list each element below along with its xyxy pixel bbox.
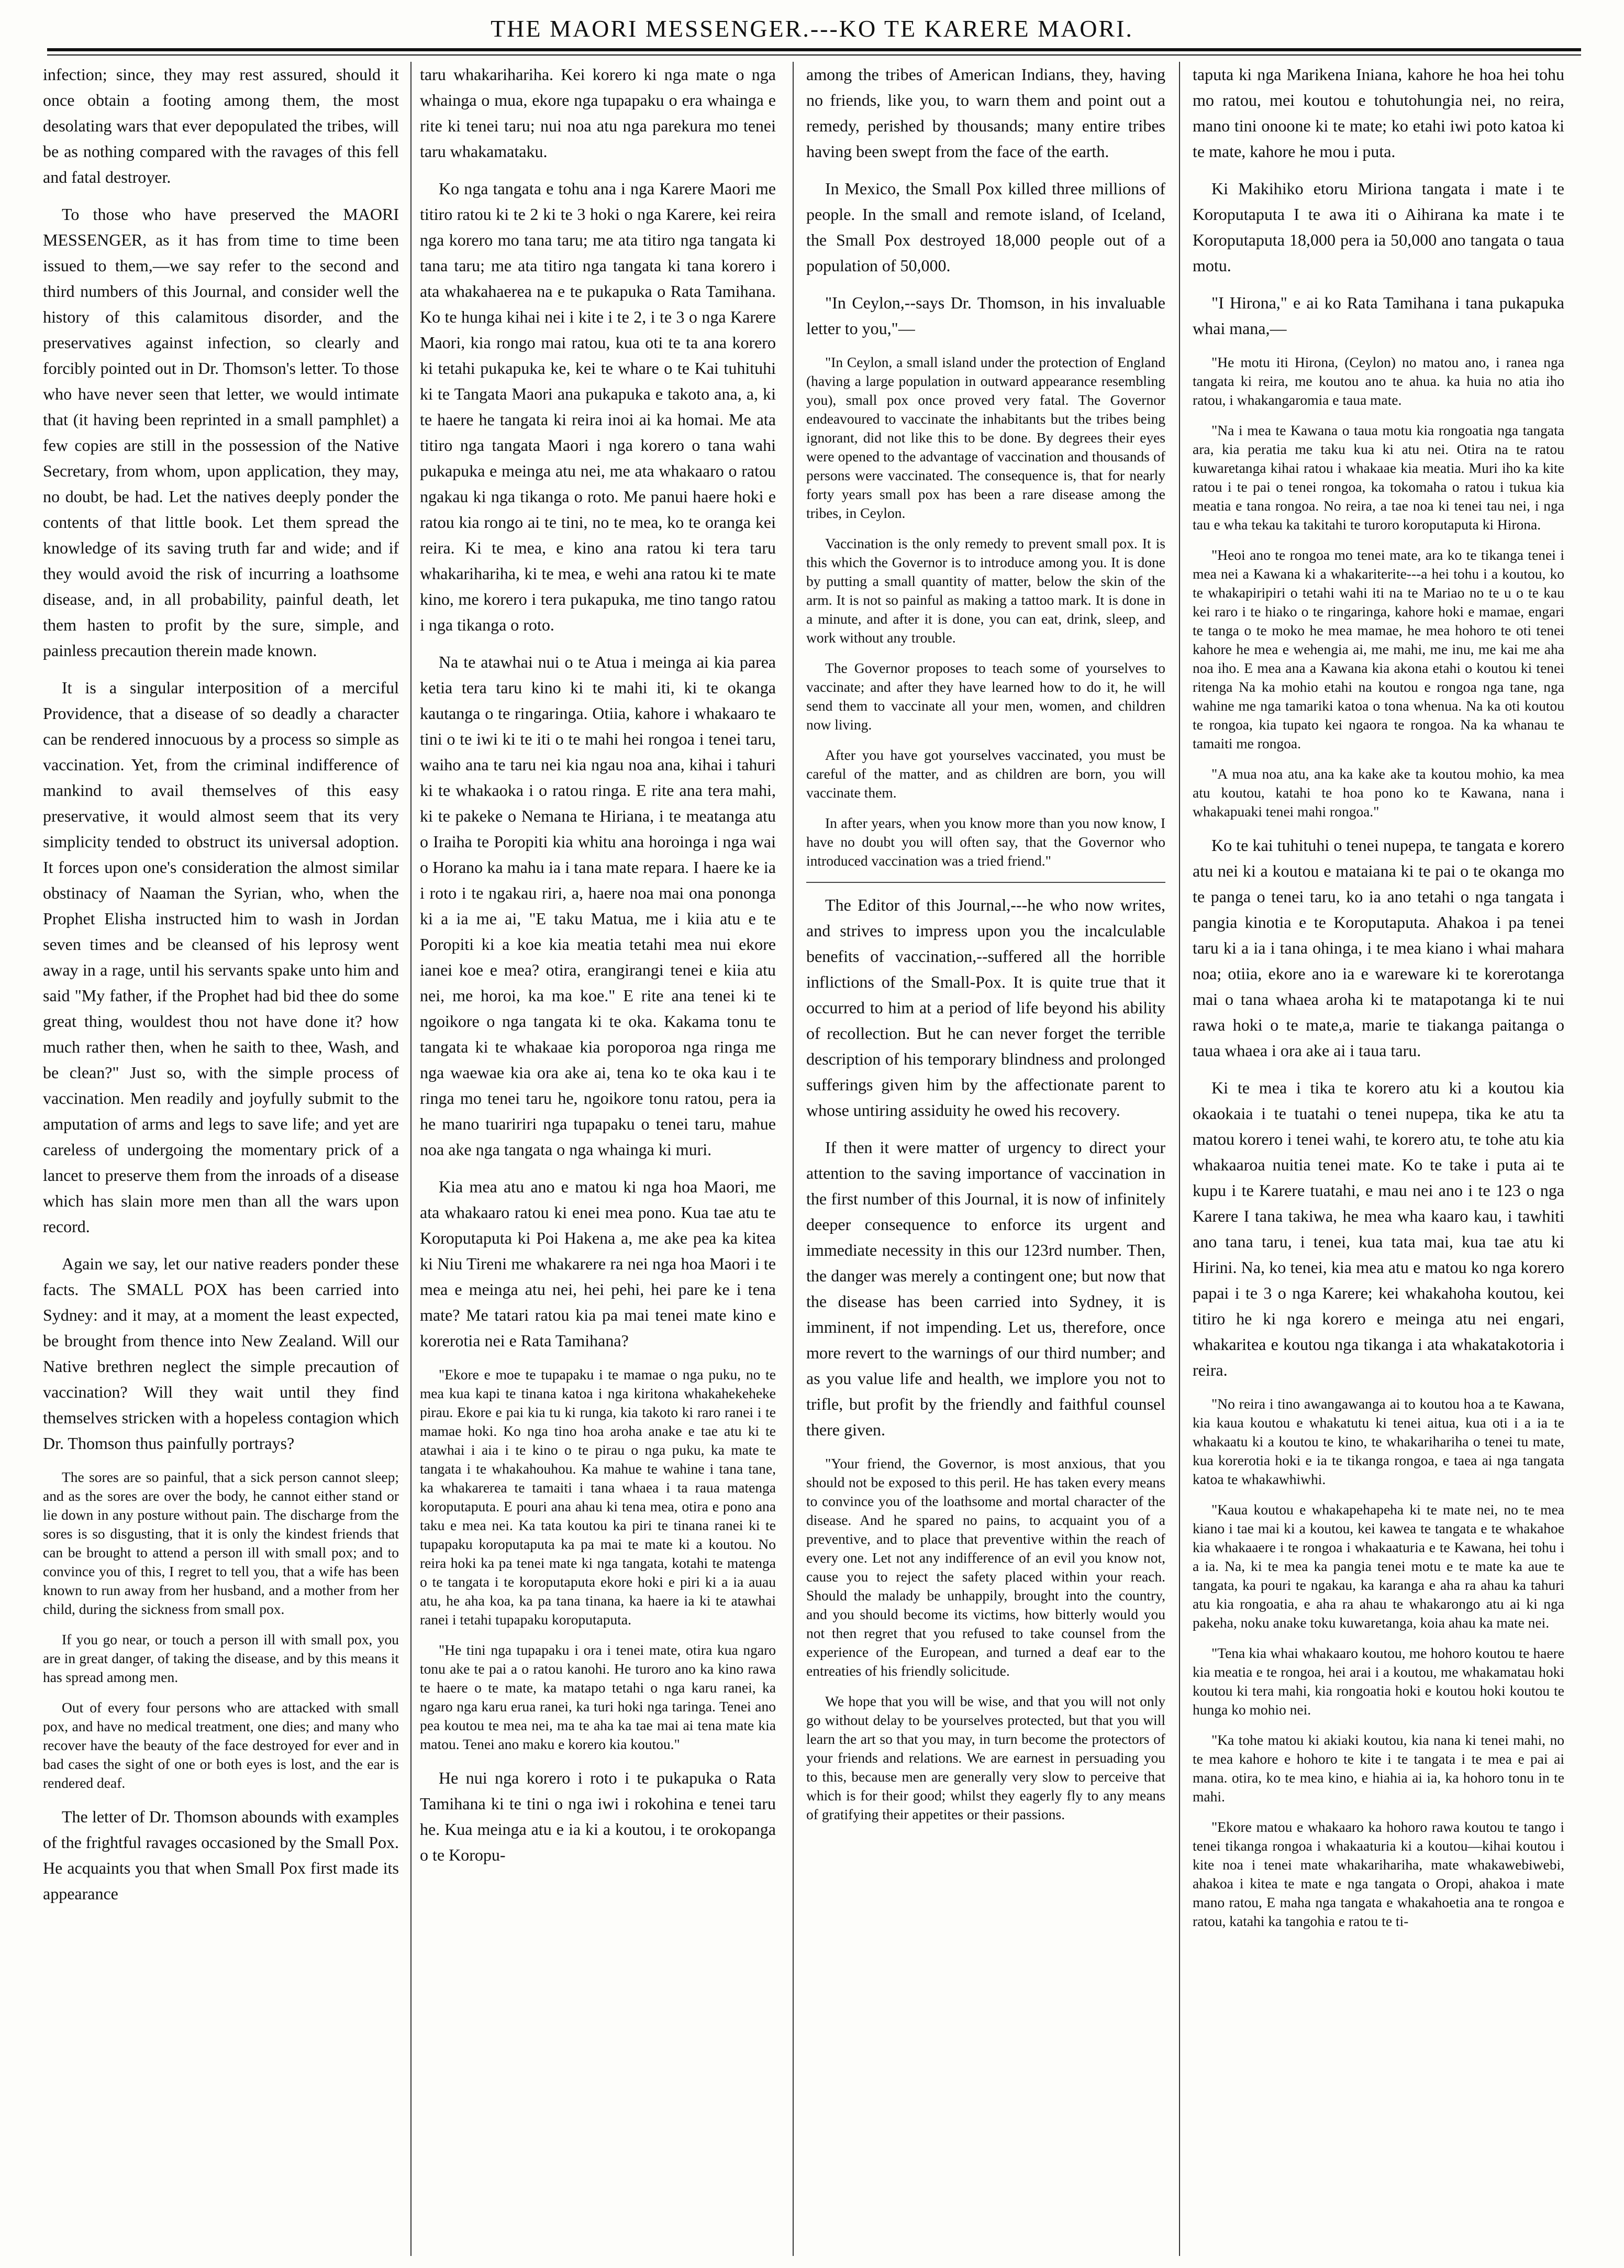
quote-paragraph: "Ka tohe matou ki akiaki koutou, kia nana ki tenei mahi, no te mea kahore e hohoro te kite i te tangata i te mea e pai ai mana. otira, ko te mea kino, e hiahia ai ia, ka hohoro tonu in te mahi. xyxy=(1193,1732,1564,1805)
paragraph: Ki Makihiko etoru Miriona tangata i mate i te Koroputaputa I te awa iti o Aihirana ka mate i te Koroputaputa 18,000 pera ia 50,000 ano tangata o taua motu. xyxy=(1193,179,1564,275)
paragraph: "In Ceylon,--says Dr. Thomson, in his invaluable letter to you,"— xyxy=(806,293,1165,338)
paragraph: The Editor of this Journal,---he who now writes, and strives to impress upon you the incalculable benefits of vaccination,--suffered all the horrible inflictions of the Small-Pox. It is quite true that it occurred to him at a period of life beyond his ability of recollection. But he can never forget the terrible description of his temporary blindness and prolonged sufferings given him by the affectionate parent to whose untiring assiduity he owed his recovery. xyxy=(806,895,1165,1120)
body-text xyxy=(43,1804,399,1907)
quoted-extract xyxy=(806,1454,1165,1824)
paragraph: infection; since, they may rest assured, should it once obtain a footing among them, the most desolating wars that ever depopulated the tribes, will be as nothing compared with the ravages of this fell and fatal destroyer. xyxy=(43,65,399,186)
column-2-maori xyxy=(420,62,776,2256)
quote-paragraph: After you have got yourselves vaccinated, you must be careful of the matter, and as children are born, you will vaccinate them. xyxy=(806,747,1165,801)
paragraph: Ki te mea i tika te korero atu ki a koutou kia okaokaia i te tuatahi o tenei nupepa, tika ke atu ta matou korero i tenei wahi, te korero atu, te tohe atu kia whakaaroa nuitia tenei mate. Ko te take i puta ai te kupu i te Karere tuatahi, e mau nei ano i te 123 o nga Karere I tana takiwa, he mea wha kaaro kau, i tawhiti ano tana taru, i tenei, kua tata mai, kua tae atu ki Hirini. Na, ko tenei, kia mea atu e matou ko nga korero papai i te 3 o nga Karere; kei whakahoha koutou, kei titiro he ki nga korero e meinga atu nei engari, whakaritea e koutou nga tikanga i ata whakatakotoria i reira. xyxy=(1193,1078,1564,1379)
body-text xyxy=(420,1765,776,1868)
quoted-extract xyxy=(420,1365,776,1754)
paragraph: If then it were matter of urgency to direct your attention to the saving importance of vaccination in the first number of this Journal, it is now of infinitely deeper consequence to enforce its urgent and immediate necessity in this our 123rd number. Then, the danger was merely a contingent one; but now that the disease has been carried into Sydney, it is imminent, if not impending. Let us, therefore, once more revert to the warnings of our third number; and as you value life and health, we implore you not to trifle, but profit by the friendly and faithful counsel there given. xyxy=(806,1138,1165,1439)
column-divider xyxy=(1179,62,1180,2256)
quote-paragraph: We hope that you will be wise, and that you will not only go without delay to be yourselves protected, but that you will learn the art so that you may, in turn become the protectors of your friends and relations. We are earnest in persuading you to this, because men are generally very slow to perceive that which is for their good; whilst they eagerly fly to any means of gratifying their appetites or their passions. xyxy=(806,1693,1165,1822)
column-1-english xyxy=(43,62,399,2256)
quote-paragraph: "Ekore matou e whakaaro ka hohoro rawa koutou te tango i tenei tikanga rongoa i whakaaturia ki a koutou—kihai koutou i kite noa i tenei mate whakarihariha, mate whakawebiwebi, ahakoa i kitea te mate e nga tangata o Oropi, ahakoa i mate mano ratou, E maha nga tangata e whakahoetia ana te rongoa e ratou, katahi ka tangohia e ratou te ti- xyxy=(1193,1819,1564,1929)
body-text xyxy=(43,62,399,1456)
section-divider xyxy=(806,882,1165,883)
header-rule-thick xyxy=(47,48,1581,51)
body-text xyxy=(806,892,1165,1443)
paragraph: Ko nga tangata e tohu ana i nga Karere Maori me titiro ratou ki te 2 ki te 3 hoki o nga Karere, kei reira nga korero mo tana taru; me ata titiro nga tangata ki tana taru; me ata titiro nga tangata ki tana korero i ata whakahaerea na e te pukapuka o Rata Tamihana. Ko te hunga kihai nei i kite i te 2, i te 3 o nga Karere Maori, kia rongo mai ratou, kua oti te ta ana korero ki tetahi pukapuka ke, kei te whare o te Kai tuhituhi ki te Tangata Maori ana pukapuka e takoto ana, a, ki te haere he tangata ki reira inoi ai ka homai. Me ata titiro nga tangata Maori i nga korero o tana wahi pukapuka e meinga atu nei, me ata whakaaro o ratou ngakau ki nga tikanga o roto. Me panui haere hoki e ratou kia rongo ai te tini, no te mea, ko te oranga kei reira. Ki te mea, e kino ana ratou ki tera taru whakarihariha, ki te mea, e wehi ana ratou ki te mate kino, me korero i tera pukapuka, me tino tango ratou i nga tikanga o roto. xyxy=(420,179,776,634)
paragraph: The letter of Dr. Thomson abounds with examples of the frightful ravages occasioned by the Small Pox. He acquaints you that when Small Pox first made its appearance xyxy=(43,1807,399,1903)
paragraph: Ko te kai tuhituhi o tenei nupepa, te tangata e korero atu nei ki a koutou e mataiana ki te pai o te okanga mo te panga o tenei taru, ko ia ano tetahi o nga tangata i pangia kinotia e te Koroputaputa. Ahakoa i pa tenei taru ki a ia i tana ohinga, i te mea kiano i whai mahara noa; otiia, ekore ano ia e wareware ki te korerotanga mai o tana whaea aroha ki te matapotanga ki te nui rawa hoki o te mate,a, marie te tiakanga paitanga o taua whaea i ora ake ai i taua taru. xyxy=(1193,836,1564,1060)
running-header: THE MAORI MESSENGER.---KO TE KARERE MAORI. xyxy=(491,15,1133,42)
quoted-extract xyxy=(806,353,1165,870)
column-3-english xyxy=(806,62,1165,2256)
quote-paragraph: "He motu iti Hirona, (Ceylon) no matou ano, i ranea nga tangata ki reira, me koutou ano te ahua. ka huia no atia iho ratou, i whakangaromia e taua mate. xyxy=(1193,354,1564,408)
quote-paragraph: "In Ceylon, a small island under the protection of England (having a large population in outward appearance resembling you), small pox once proved very fatal. The Governor endeavoured to vaccinate the inhabitants but the tribes being ignorant, did not like this to be done. By degrees their eyes were opened to the advantage of vaccination and thousands of persons were vaccinated. The consequence is, that for nearly forty years small pox has been a rare disease among the tribes, in Ceylon. xyxy=(806,354,1165,521)
quote-paragraph: The sores are so painful, that a sick person cannot sleep; and as the sores are over the body, he cannot either stand or lie down in any posture without pain. The discharge from the sores is so disgusting, that it is only the kindest friends that can be brought to attend a person ill with small pox; and to convince you of this, I regret to tell you, that a wife has been known to run away from her husband, and a mother from her child, during the sickness from small pox. xyxy=(43,1469,399,1617)
quoted-extract xyxy=(1193,1395,1564,1931)
paragraph: Na te atawhai nui o te Atua i meinga ai kia parea ketia tera taru kino ki te mahi iti, ki te okanga kautanga o te ringaringa. Otiia, kahore i whakaaro te tini o te iwi ki te iti o te mahi hei rongoa i tenei taru, waiho ana te taru nei kia ngau noa ana, kihai i tahuri ki te whakaoka i o ratou ringa. E rite ana tera mahi, ki te pakeke o Nemana te Hiriana, i te meatanga atu o Iraiha te Poropiti kia whitu ana horoinga i nga wai o Horano ka mahu ia i tana mate repara. I haere ke ia i roto i te ngakau riri, a, haere noa mai ona pononga ki a ia me ai, "E taku Matua, me i kiia atu e te Poropiti ki a koe kia meatia tetahi mea nui ekore ianei koe e mea? otira, erangirangi tenei e kiia atu nei, me horoi, ka ma koe." E rite ana tenei ki te ngoikore o nga tangata ki te oka. Kakama tonu te tangata ki te whakaae kia poroporoa nga ringa me nga waewae kia ora ake ai, tena ko te oka kau i te ringa mo tenei taru he, ngoikore tonu ratou, pera ia he mano tuaririri nga tupapaku o tenei taru, mahue noa ake nga tangata o nga whainga ki muri. xyxy=(420,652,776,1159)
quote-paragraph: In after years, when you know more than you now know, I have no doubt you will often say, that the Governor who introduced vaccination was a tried friend." xyxy=(806,815,1165,869)
quoted-extract xyxy=(43,1468,399,1793)
paragraph: taru whakarihariha. Kei korero ki nga mate o nga whainga o mua, ekore nga tupapaku o era whainga e rite ki tenei taru; nui noa atu nga parekura mo tenei taru whakamataku. xyxy=(420,65,776,161)
quote-paragraph: "He tini nga tupapaku i ora i tenei mate, otira kua ngaro tonu ake te pai a o ratou kanohi. He turoro ano ka kino rawa te haere o te mate, ka matapo tetahi o nga karu ranei, ka ngaro nga karu erua ranei, ka turi hoki nga taringa. Tenei ano pea koutou te mea nei, ma te aha ka tae mai ai tena mate kia matou. Tenei ano maku e korero kia koutou." xyxy=(420,1642,776,1752)
paragraph: He nui nga korero i roto i te pukapuka o Rata Tamihana ki te tini o nga iwi i rokohina e tenei taru he. Kua meinga atu e ia ki a koutou, i te orokopanga o te Koropu- xyxy=(420,1768,776,1864)
quote-paragraph: "Ekore e moe te tupapaku i te mamae o nga puku, no te mea kua kapi te tinana katoa i nga kiritona whakahekeheke pirau. Ekore e pai kia tu ki runga, kia takoto ki raro ranei i te mamae hoki. Ko nga tino hoa aroha anake e tae atu ki te atawhai i aia i te kino o te pirau o nga puku, ka mate te tangata i te whakahouhou. Ka mahue te wahine i tana tane, ka whakarerea te tamaiti i tana whaea i ta raua matenga koroputaputa. E pouri ana ahau ki tena mea, otira e pono ana taku e mea nei. Ka tata koutou ka piri te tinana ranei ki te tupapaku koroputaputa ka pa mai te mate ki a koutou. No reira hoki ka pa tenei mate ki nga tangata, kotahi te matenga o te tangata i te koroputaputa ekore hoki e piri ki a ia auau atu, he aha koa, ka pa tana tinana, ka haere ia ki te atawhai ranei i tetahi tupapaku koroputaputa. xyxy=(420,1366,776,1628)
paragraph: Again we say, let our native readers ponder these facts. The SMALL POX has been carried into Sydney: and it may, at a moment the least expected, be brought from thence into New Zealand. Will our Native brethren neglect the simple precaution of vaccination? Will they wait until they find themselves stricken with a hopeless contagion which Dr. Thomson thus painfully portrays? xyxy=(43,1254,399,1453)
body-text xyxy=(1193,62,1564,341)
quote-paragraph: "Heoi ano te rongoa mo tenei mate, ara ko te tikanga tenei i mea nei a Kawana ki a whakariterite---a hei tohu i a koutou, ko te whakapiripiri o tetahi wahi iti na te Mariao no te u o te kau kei raro i te hiako o te ringaringa, kahore hoki e mamae, engari te tanga o te moko he mea mamae, he mea hohoro te oti tenei kahore he mea e wehengia ai, me mahi, me inu, me kai me aha noa iho. E mea ana a Kawana kia akona etahi o koutou ki tenei ritenga Na ka mohio etahi na koutou e rongoa nga tane, nga wahine me nga tamariki katoa o tona whenua. Na ka oti koutou te rongoa, kia tupato kei ngaora te rongoa. Na ka whanau te tamaiti me rongoa. xyxy=(1193,547,1564,751)
quote-paragraph: "Tena kia whai whakaaro koutou, me hohoro koutou te haere kia meatia e te rongoa, hei arai i a koutou, me whakamatau hoki koutou ki tera mahi, kia rongoatia hoki e koutou hoki koutou te hunga ko mohio nei. xyxy=(1193,1645,1564,1718)
paragraph: It is a singular interposition of a merciful Providence, that a disease of so deadly a character can be rendered innocuous by a process so simple as vaccination. Yet, from the criminal indifference of mankind to avail themselves of this easy preservative, it would almost seem that its very simplicity tended to obstruct its universal adoption. It forces upon one's consideration the almost similar obstinacy of Naaman the Syrian, who, when the Prophet Elisha instructed him to wash in Jordan seven times and be cleansed of his leprosy went away in a rage, until his servants spake unto him and said "My father, if the Prophet had bid thee do some great thing, wouldest thou not have done it? how much rather then, when he saith to thee, Wash, and be clean?" Just so, with the simple process of vaccination. Men readily and joyfully submit to the amputation of arms and legs to save life; and yet are careless of undergoing the momentary prick of a lancet to preserve them from the inroads of a disease which has slain more men than all the wars upon record. xyxy=(43,678,399,1236)
quote-paragraph: Vaccination is the only remedy to prevent small pox. It is this which the Governor is to introduce among you. It is done by putting a small quantity of matter, below the skin of the arm. It is not so painful as making a tattoo mark. It is done in a minute, and after it is done, you can eat, drink, sleep, and work without any trouble. xyxy=(806,535,1165,646)
paragraph: In Mexico, the Small Pox killed three millions of people. In the small and remote island, of Iceland, the Small Pox destroyed 18,000 people out of a population of 50,000. xyxy=(806,179,1165,275)
column-4-maori xyxy=(1193,62,1564,2256)
paragraph: "I Hirona," e ai ko Rata Tamihana i tana pukapuka whai mana,— xyxy=(1193,293,1564,338)
quote-paragraph: "No reira i tino awangawanga ai to koutou hoa a te Kawana, kia kaua koutou e whakatutu ki tenei aitua, kua oti i a ia te whakaatu ki a koutou te kino, te whakarihariha o tenei tu mate, kua korerotia hoki e ia te tikanga rongoa, e taea ai nga tangata katoa te whakawhiwhi. xyxy=(1193,1396,1564,1487)
quote-paragraph: "Your friend, the Governor, is most anxious, that you should not be exposed to this peril. He has taken every means to convince you of the loathsome and mortal character of the disease. And he spared no pains, to acquaint you of a preventive, and to place that preventive within the reach of every one. Let not any indifference of an evil you know not, cause you to reject the safety placed within your reach. Should the malady be unhappily, brought into the country, and you should become its victims, how bitterly would you not then regret that you refused to take counsel from the experience of the European, and turned a deaf ear to the entreaties of his friendly solicitude. xyxy=(806,1455,1165,1679)
quoted-extract xyxy=(1193,353,1564,821)
quote-paragraph: "Kaua koutou e whakapehapeha ki te mate nei, no te mea kiano i tae mai ki a koutou, kei kawea te tangata e te whakahoe kia whakaaere i te rongoa i whakaaturia e te Kawana, hei tohu i a ia. Na, ki te mea ka pangia tenei motu e te mate ka aue te tangata, ka pouri te ngakau, ka karanga e aha ra ahau ka tahuri atu kia rongoatia, e aha ra ahau te whakarongo atu ai ki nga pakeha, noku anake toku kuwaretanga, koia ahau ka mate nei. xyxy=(1193,1501,1564,1631)
body-text xyxy=(420,62,776,1354)
quote-paragraph: "Na i mea te Kawana o taua motu kia rongoatia nga tangata ara, kia peratia me taku kua ki atu nei. Otira na te ratou kuwaretanga kihai ratou i whakaae kia meatia. Muri iho ka kite ratou i te pai o tenei rongoa, ka tokomaha o ratou i tukua kia meatia e tana rongoa. No reira, a tae noa ki tenei tau nei, i nga tau e wha tekau ka takitahi te turoro koroputaputa ki Hirona. xyxy=(1193,422,1564,533)
quote-paragraph: The Governor proposes to teach some of yourselves to vaccinate; and after they have learned how to do it, he will send them to vaccinate all your men, women, and children now living. xyxy=(806,660,1165,733)
paragraph: among the tribes of American Indians, they, having no friends, like you, to warn them and point out a remedy, perished by thousands; many entire tribes having been swept from the face of the earth. xyxy=(806,65,1165,161)
body-text xyxy=(806,62,1165,341)
column-divider xyxy=(410,62,411,2256)
paragraph: taputa ki nga Marikena Iniana, kahore he hoa hei tohu mo ratou, mei koutou e tohutohungia nei, no reira, mano tini onoone ki te mate; ko etahi iwi poto katoa ki te mate, kahore he mou i puta. xyxy=(1193,65,1564,161)
quote-paragraph: Out of every four persons who are attacked with small pox, and have no medical treatment, one dies; and many who recover have the beauty of the face destroyed for ever and in bad cases the sight of one or both eyes is lost, and the ear is rendered deaf. xyxy=(43,1699,399,1791)
column-divider xyxy=(793,62,794,2256)
header-rule-thin xyxy=(47,54,1581,56)
paragraph: To those who have preserved the MAORI MESSENGER, as it has from time to time been issued to them,—we say refer to the second and third numbers of this Journal, and consider well the history of this calamitous disorder, and the preservatives against infection, so clearly and forcibly pointed out in Dr. Thomson's letter. To those who have never seen that letter, we would intimate that (it having been reprinted in a small pamphlet) a few copies are still in the possession of the Native Secretary, from whom, upon application, they may, no doubt, be had. Let the natives deeply ponder the contents of that little book. Let them spread the knowledge of its saving truth far and wide; and if they would avoid the risk of incurring a loathsome disease, and, in all probability, painful death, let them hasten to profit by the sure, simple, and painless precaution therein made known. xyxy=(43,205,399,660)
paragraph: Kia mea atu ano e matou ki nga hoa Maori, me ata whakaaro ratou ki enei mea pono. Kua tae atu te Koroputaputa ki Poi Hakena a, me ake pea ka kitea ki Niu Tireni me whakarere ra nei nga hoa Maori i te mea e meinga atu nei, hei pehi, hei pare ke i tena mate? Me tatari ratou kia pa mai tenei mate kino e korerotia nei e Rata Tamihana? xyxy=(420,1177,776,1350)
quote-paragraph: "A mua noa atu, ana ka kake ake ta koutou mohio, ka mea atu koutou, katahi te hoa pono ko te Kawana, nana i whakapuaki tenei mahi rongoa." xyxy=(1193,766,1564,820)
quote-paragraph: If you go near, or touch a person ill with small pox, you are in great danger, of taking the disease, and by this means it has spread among men. xyxy=(43,1631,399,1685)
body-text xyxy=(1193,833,1564,1383)
